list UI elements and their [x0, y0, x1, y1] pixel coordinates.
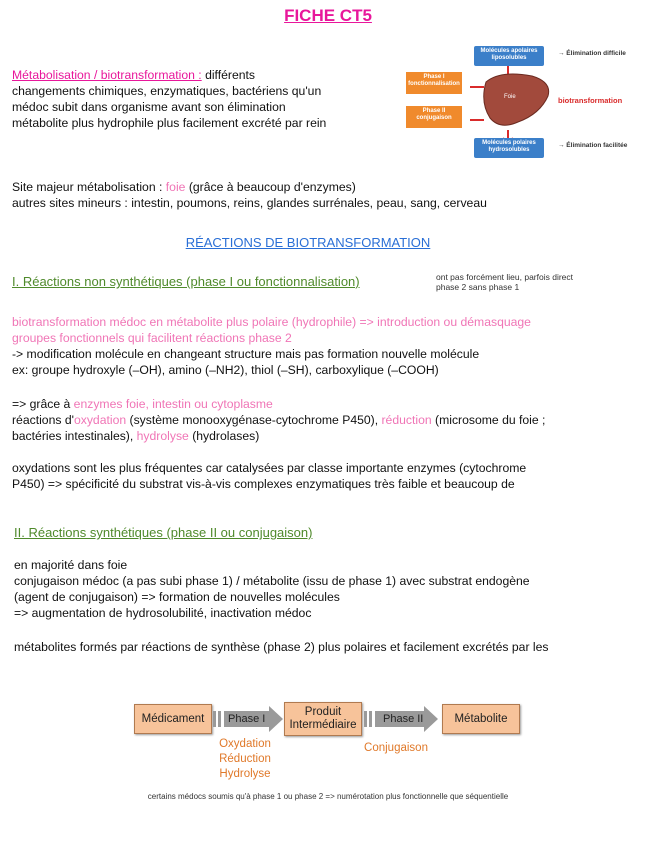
intro-line2: changements chimiques, enzymatiques, bactériens qu'un: [12, 84, 322, 98]
phase1-reactions-line1: [12, 412, 545, 428]
diagram-bottom-arrow: → Élimination facilitée: [558, 142, 628, 149]
page-title: FICHE CT5: [284, 6, 372, 25]
diagram-liver-label: Foie: [504, 94, 516, 100]
flow-label-reduction: Réduction: [219, 753, 271, 765]
phase1-grace-pink: enzymes foie, intestin ou cytoplasme: [73, 397, 273, 411]
react-mid1: (système monooxygénase-cytochrome P450),: [126, 413, 382, 427]
sites-line1-start: Site majeur métabolisation :: [12, 180, 166, 194]
phase2-line1: en majorité dans foie: [14, 558, 128, 572]
phase2-line5: métabolites formés par réactions de synthèse (phase 2) plus polaires et facilement excrétés par les: [14, 640, 549, 654]
diagram-phase1-box: Phase I fonctionnalisation: [406, 72, 462, 94]
diagram-top-box: Molécules apolaires liposolubles: [474, 46, 544, 66]
react-hydrolyse: hydrolyse: [136, 429, 189, 443]
flow-box-intermediaire: Produit Intermédiaire: [284, 702, 362, 736]
react-line2-end: (hydrolases): [188, 429, 260, 443]
diagram-center-label: biotransformation: [558, 96, 623, 105]
phase1-grace: [12, 396, 273, 412]
sites-line1: [12, 179, 356, 195]
flow-arrow1-label: Phase I: [228, 713, 266, 725]
intro-line3: médoc subit dans organisme avant son élimination: [12, 100, 286, 114]
phase2-line2: conjugaison médoc (a pas subi phase 1) / métabolite (issu de phase 1) avec substrat endogène: [14, 574, 530, 588]
flow-box-metabolite: Métabolite: [442, 704, 520, 734]
phase1-oxy1: oxydations sont les plus fréquentes car catalysées par classe importante enzymes (cytochrome: [12, 461, 527, 475]
phase1-oxy2: P450) => spécificité du substrat vis-à-vis complexes enzymatiques très faible et beaucoup de: [12, 477, 515, 491]
diagram-top-arrow: → Élimination difficile: [558, 50, 626, 57]
phase2-line4: => augmentation de hydrosolubilité, inactivation médoc: [14, 606, 312, 620]
react-line2-start: bactéries intestinales),: [12, 429, 137, 443]
biotransformation-diagram: [400, 42, 645, 160]
intro-line4: métabolite plus hydrophile plus facilement excrété par rein: [12, 116, 327, 130]
flow-arrow2-label: Phase II: [383, 713, 424, 725]
intro-term: Métabolisation / biotransformation :: [12, 68, 202, 82]
diagram-phase2-box: Phase II conjugaison: [406, 106, 462, 128]
phase1-note1: ont pas forcément lieu, parfois direct: [436, 272, 574, 282]
phase1-pink2: groupes fonctionnels qui facilitent réactions phase 2: [12, 331, 292, 345]
sites-line1-pink: foie: [165, 180, 186, 194]
phase1-heading: I. Réactions non synthétiques (phase I ou fonctionnalisation): [12, 274, 360, 289]
phase1-pink1: biotransformation médoc en métabolite plus polaire (hydrophile) => introduction ou démasquage: [12, 315, 531, 329]
phase2-heading: II. Réactions synthétiques (phase II ou conjugaison): [14, 525, 313, 540]
phase1-reactions-line2: [12, 428, 259, 444]
react-oxydation: oxydation: [73, 413, 127, 427]
phase1-grace-start: => grâce à: [12, 397, 74, 411]
phase2-line3: (agent de conjugaison) => formation de nouvelles molécules: [14, 590, 340, 604]
sites-line2: autres sites mineurs : intestin, poumons, reins, glandes surrénales, peau, sang, cerveau: [12, 196, 487, 210]
flow-label-conjugaison: Conjugaison: [364, 742, 428, 754]
flow-label-hydrolyse: Hydrolyse: [219, 768, 271, 780]
react-start: réactions d': [12, 413, 74, 427]
react-reduction: réduction: [381, 413, 432, 427]
phase1-note2: phase 2 sans phase 1: [436, 282, 520, 292]
intro-line1-rest: différents: [201, 68, 255, 82]
flow-box-medicament: Médicament: [134, 704, 212, 734]
intro-line1: [12, 67, 255, 83]
phase1-line4: ex: groupe hydroxyle (–OH), amino (–NH2), thiol (–SH), carboxylique (–COOH): [12, 363, 439, 377]
flow-label-oxydation: Oxydation: [219, 738, 271, 750]
section-reactions-heading: RÉACTIONS DE BIOTRANSFORMATION: [185, 235, 431, 250]
phase1-line3: -> modification molécule en changeant structure mais pas formation nouvelle molécule: [12, 347, 480, 361]
sites-line1-end: (grâce à beaucoup d'enzymes): [185, 180, 356, 194]
react-mid2: (microsome du foie ;: [431, 413, 546, 427]
diagram-bottom-box: Molécules polaires hydrosolubles: [474, 138, 544, 158]
flow-caption: certains médocs soumis qu'à phase 1 ou phase 2 => numérotation plus fonctionnelle que séquentielle: [147, 792, 509, 801]
